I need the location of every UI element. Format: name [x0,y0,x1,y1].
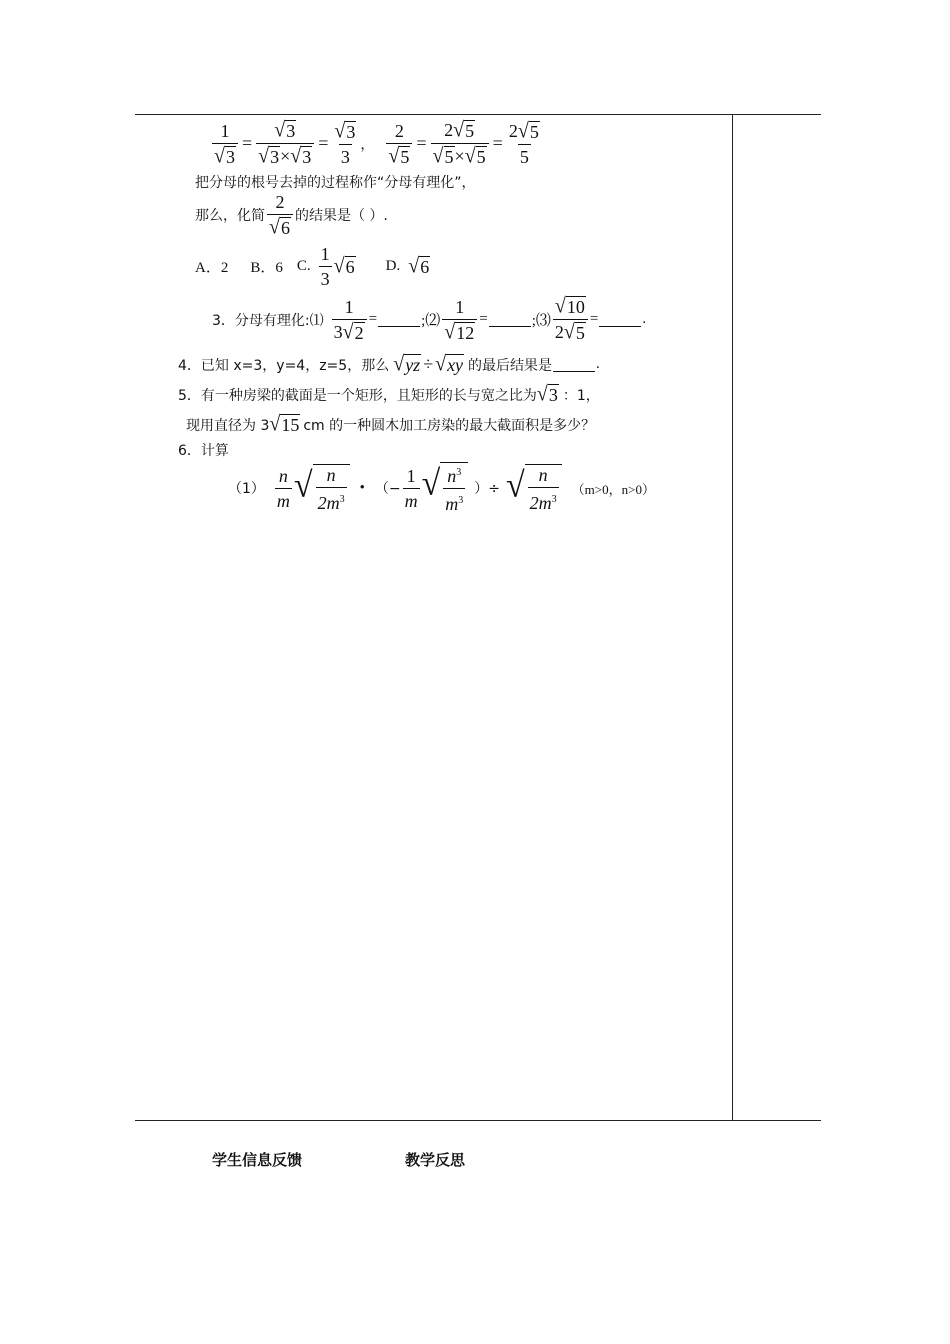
option-a: A．2 [195,260,229,276]
fraction: 2 √ 5 5 [508,118,539,167]
answer-blank [553,357,595,372]
question-2-stem: 那么，化简 2 √ 6 的结果是（ ）. [195,192,388,239]
option-b: B．6 [250,260,283,276]
fraction: $\frac{n}{m}$ [276,465,290,511]
radical: √ $\frac{n}{2m^3}$ [506,464,562,513]
fraction: √ 3 √ 3 × √ 3 [256,120,314,167]
radical: √ $\frac{n^3}{m^3}$ [422,462,469,514]
radical: √ $\frac{n}{2m^3}$ [294,464,350,513]
option-d: D. [385,258,401,274]
fraction: 2 √ 6 [267,192,293,238]
question-3: 3．分母有理化:⑴ 1 3 √ 2 = ;⑵ 1 √ 12 = ;⑶ √ 10 2 √ 5 = . [212,294,647,344]
answer-blank [489,312,531,327]
teaching-reflection-heading: 教学反思 [405,1151,466,1169]
question-4: 4．已知 x=3，y=4，z=5，那么 √ yz ÷ √ xy 的最后结果是 . [178,352,600,376]
question-6-title: 6．计算 [178,443,229,459]
answer-blank [599,312,641,327]
example-rationalization: 1 √ 3 = √ 3 √ 3 × √ 3 = √ 3 3 ， 2 √ 5 = 2 √ 5 √ 5 × √ 5 = 2 √ 5 5 [210,120,544,167]
top-border [135,114,821,115]
fraction: √ 3 3 [334,118,356,167]
fraction: 1 √ 3 [212,121,238,167]
rationalization-definition: 把分母的根号去掉的过程称作“分母有理化”， [195,175,476,191]
answer-blank [378,312,420,327]
fraction: √ 10 2 √ 5 [553,296,588,343]
option-c: C. [296,258,311,274]
question-2-options: A．2 B．6 C. $\frac{1}{3}$ √ 6 D. √ 6 [195,244,430,289]
question-6-expression: （1） $\frac{n}{m}$ √ $\frac{n}{2m^3}$ • （− $\frac{1}{m}$ √ $\frac{n^3}{m^3}$ ）÷ √ $\frac{n}{2m^3}$ （m>0，n>0） [228,463,655,514]
fraction: 1 √ 12 [442,297,477,343]
question-5-line-1: 5．有一种房梁的截面是一个矩形，且矩形的长与宽之比为 √ 3 ：1， [178,382,600,406]
fraction: 2 √ 5 √ 5 × √ 5 [431,120,489,167]
fraction: $\frac{1}{m}$ [404,465,418,511]
right-column-divider [732,114,733,1121]
fraction: $\frac{1}{3}$ [320,244,330,289]
question-5-line-2: 现用直径为 3 √ 15 cm 的一种圆木加工房染的最大截面积是多少？ [186,412,596,436]
student-feedback-heading: 学生信息反馈 [212,1151,303,1169]
fraction: 2 √ 5 [386,121,412,167]
fraction: 1 3 √ 2 [332,297,367,343]
bottom-border [135,1120,821,1121]
